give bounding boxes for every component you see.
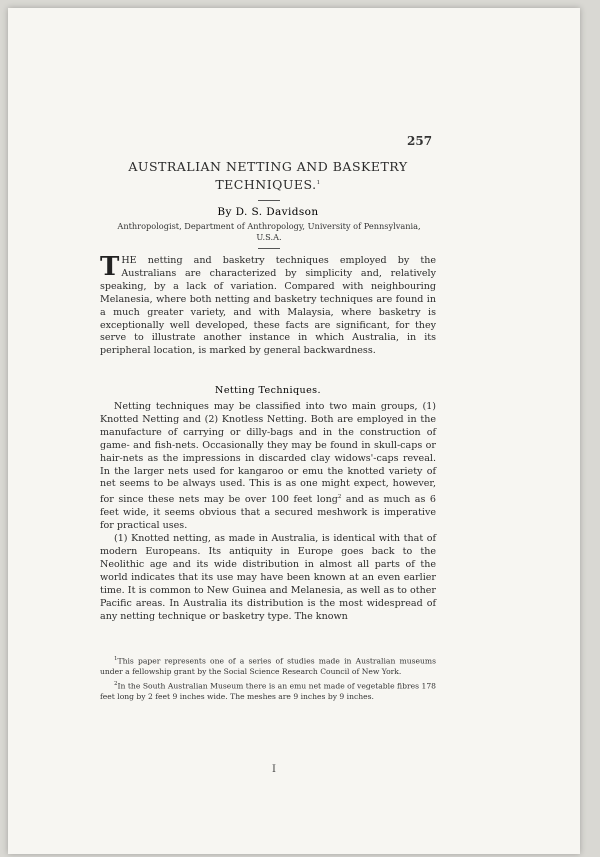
author-byline: By D. S. Davidson	[217, 206, 319, 218]
footnote-ref-2: 2	[337, 494, 342, 501]
footnote-1	[100, 654, 436, 677]
title-line-2-text: TECHNIQUES.	[215, 177, 317, 193]
drop-cap: T	[100, 252, 120, 282]
footnote-2	[100, 679, 436, 702]
title-footnote-mark: 1	[316, 180, 321, 186]
footnote-2-text: In the South Australian Museum there is an emu net made of vegetable fibres 178 feet long by 2 feet 9 inches wide. The meshes are 9 inches by 9 inches.	[100, 681, 436, 701]
author-affiliation: Anthropologist, Department of Anthropology, University of Pennsylvania, U.S.A.	[117, 221, 421, 242]
footnote-1-text: This paper represents one of a series of studies made in Australian museums under a fellowship grant by the Social Science Research Council of New York.	[100, 656, 436, 676]
title-line-2	[100, 175, 436, 193]
intro-text: HE netting and basketry techniques employed by the Australians are characterized by simplicity and, relatively speaking, by a lack of variation. Compared with neighbouring Melanesia, where both netting and basketry techniques are found in a much greater variety, and with Malaysia, where basketry is exceptionally well developed, these facts are significant, for they serve to illustrate another instance in which Australia, in its peripheral location, is marked by general backwardness.	[100, 255, 436, 357]
affiliation-divider	[258, 248, 280, 249]
footnotes	[100, 654, 436, 704]
footnote-2-mark: 2	[114, 680, 118, 687]
intro-paragraph	[100, 252, 436, 358]
page-number: 257	[407, 134, 433, 148]
body-text	[100, 401, 436, 624]
section-heading: Netting Techniques.	[215, 385, 321, 396]
para1-text-a: Netting techniques may be classified into two main groups, (1) Knotted Netting and (2) Knotless Netting. Both are employed in the manufacture of carrying or dilly-bags and in the construction of game- and fish-nets. Occasionally they may be found in skull-caps or hair-nets as the impressions in discarded clay widows'-caps reveal. In the larger nets used for kangaroo or emu the knotted variety of net seems to be always used. This is as one might expect, however, for since these nets may be over 100 feet long	[100, 401, 436, 506]
para1-text-b: and as much as 6 feet wide, it seems obvious that a secured meshwork is imperative for practical uses.	[100, 494, 437, 532]
body-paragraph-1	[100, 401, 436, 533]
title-divider	[258, 200, 280, 201]
footnote-1-mark: 1	[114, 656, 118, 662]
body-paragraph-2: (1) Knotted netting, as made in Australia, is identical with that of modern Europeans. Its antiquity in Europe goes back to the Neolithic age and its wide distribution in almost all parts of the world indicates that its use may have been known at an even earlier time. It is common to New Guinea and Melanesia, as well as to other Pacific areas. In Australia its distribution is the most widespread of any netting technique or basketry type. The known	[100, 533, 436, 622]
page-folio: I	[272, 764, 276, 775]
title-line-1: AUSTRALIAN NETTING AND BASKETRY	[128, 159, 408, 174]
article-title	[100, 159, 436, 193]
